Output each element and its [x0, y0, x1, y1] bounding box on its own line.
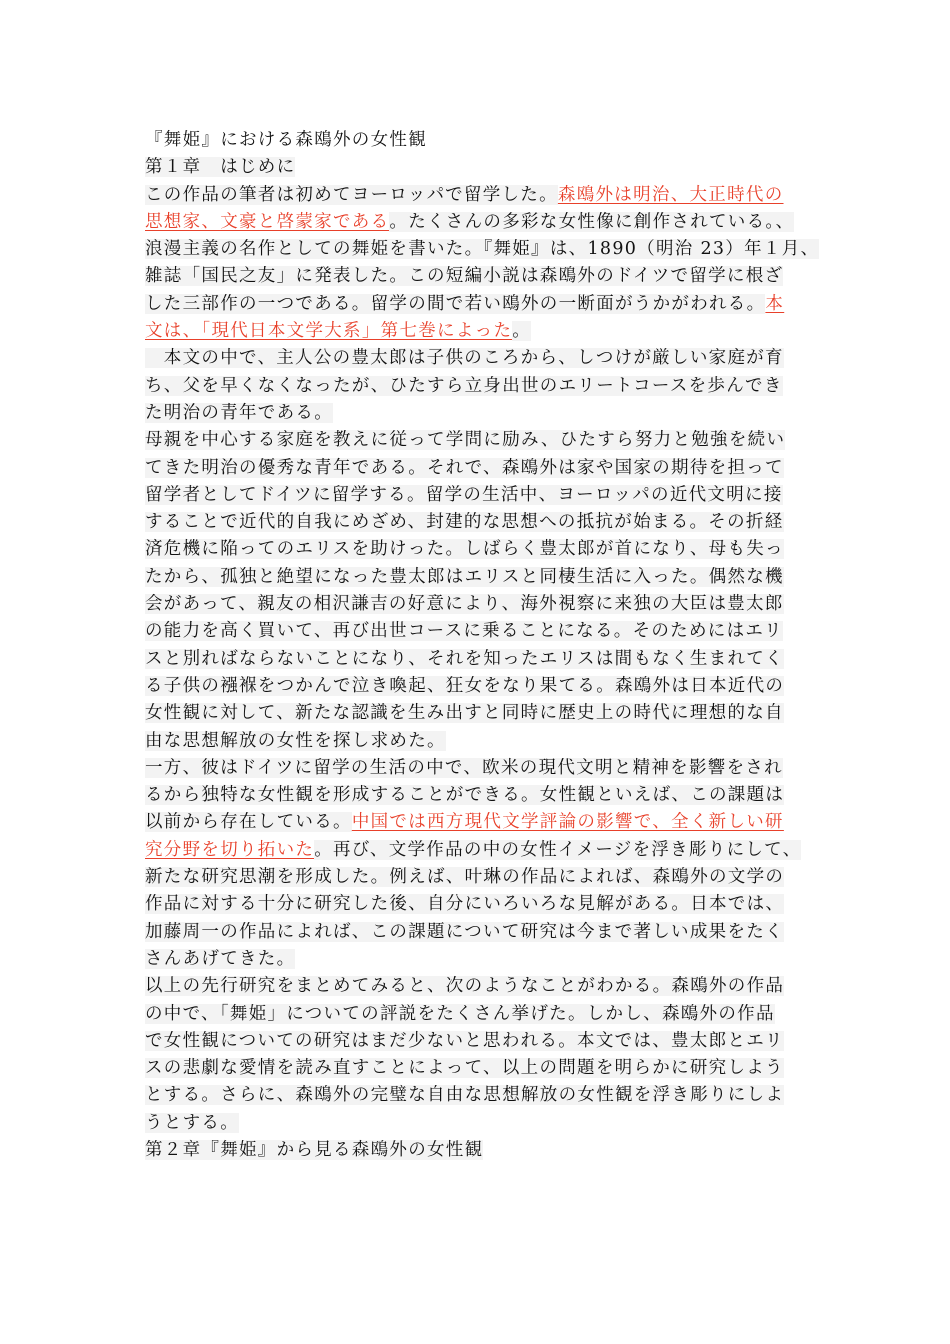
text-run: てきた明治の優秀な青年である。それで、森鴎外は家や国家の期待を担って [145, 457, 784, 478]
text-run: 新たな研究思潮を形成した。例えば、叶琳の作品によれば、森鴎外の文学の [145, 867, 785, 888]
paragraph-3-line-1 [145, 427, 820, 454]
text-run: 雑誌「国民之友」に発表した。この短編小説は森鴎外のドイツで留学に根ざ [145, 266, 784, 287]
text-run: 母親を中心する家庭を教えに従って学問に励み、ひたすら努力と勉強を続い [145, 430, 786, 451]
paragraph-4-line-7 [145, 919, 820, 946]
text-run: 。再び、文学作品の中の女性イメージを浮き彫りにして、 [314, 839, 802, 860]
highlighted-text: 森鴎外は明治、大正時代の [557, 184, 784, 205]
text-run: 加藤周一の作品によれば、この課題について研究は今まで著しい成果をたく [145, 921, 784, 942]
text-run: とする。さらに、森鴎外の完璧な自由な思想解放の女性観を浮き彫りにしよ [145, 1085, 785, 1106]
chapter-1-heading [145, 154, 820, 181]
text-run: 留学者としてドイツに留学する。留学の生活中、ヨーロッパの近代文明に接 [145, 484, 783, 505]
paragraph-1-line-3 [145, 236, 820, 263]
paragraph-3-line-8 [145, 618, 820, 645]
paragraph-1-line-1 [145, 182, 820, 209]
text-run: 。 [512, 321, 532, 342]
text-run: した三部作の一つである。留学の間で若い鴎外の一断面がうかがわれる。 [145, 293, 766, 314]
text-run: ち、父を早くなくなったが、ひたすら立身出世のエリートコースを歩んでき [145, 375, 783, 396]
paragraph-4-line-8 [145, 946, 820, 973]
text-run: た明治の青年である。 [145, 402, 333, 423]
text-run: この作品の筆者は初めてヨーロッパで留学した。 [145, 184, 558, 205]
paragraph-3-line-6 [145, 564, 820, 591]
text-run: 。たくさんの多彩な女性像に創作されている。、 [389, 211, 795, 232]
paragraph-2-line-3 [145, 400, 820, 427]
paragraph-3-line-9 [145, 646, 820, 673]
paragraph-5-line-5 [145, 1082, 820, 1109]
paragraph-4-line-3 [145, 809, 820, 836]
document-page [145, 127, 820, 1164]
text-run: 浪漫主義の名作としての舞姫を書いた。『舞姫』は、1890（明治 23）年１月、 [145, 239, 820, 260]
highlighted-text: 文は、「現代日本文学大系」第七巻によった [145, 321, 513, 342]
paragraph-5-line-2 [145, 1001, 820, 1028]
text-run: 一方、彼はドイツに留学の生活の中で、欧米の現代文明と精神を影響をされ [145, 757, 783, 778]
text-run: することで近代的自我にめざめ、封建的な思想への抵抗が始まる。その折経 [145, 512, 784, 533]
text-run: 済危機に陥ってのエリスを助けった。しばらく豊太郎が首になり、母も失っ [145, 539, 784, 560]
document-title [145, 127, 820, 154]
paragraph-3-line-2 [145, 455, 820, 482]
paragraph-1-line-4 [145, 263, 820, 290]
paragraph-3-line-10 [145, 673, 820, 700]
paragraph-3-line-7 [145, 591, 820, 618]
paragraph-3-line-4 [145, 509, 820, 536]
text-run: 作品に対する十分に研究した後、自分にいろいろな見解がある。日本では、 [145, 894, 785, 915]
text-run: たから、孤独と絶望になった豊太郎はエリスと同棲生活に入った。偶然な機 [145, 566, 784, 587]
paragraph-2-line-2 [145, 373, 820, 400]
highlighted-text: 本 [765, 293, 785, 314]
paragraph-4-line-4 [145, 837, 820, 864]
text-run: るから独特な女性観を形成することができる。女性観といえば、この課題は [145, 785, 785, 806]
paragraph-1-line-2 [145, 209, 820, 236]
text-run: スの悲劇な愛情を読み直すことによって、以上の問題を明らかに研究しよう [145, 1058, 784, 1079]
paragraph-3-line-11 [145, 700, 820, 727]
paragraph-5-line-4 [145, 1055, 820, 1082]
paragraph-5-line-6 [145, 1110, 820, 1137]
text-run: 会があって、親友の相沢謙吉の好意により、海外視察に来独の大臣は豊太郎 [145, 594, 784, 615]
text-run: スと別ればならないことになり、それを知ったエリスは間もなく生まれてく [145, 648, 784, 669]
text-run: 以上の先行研究をまとめてみると、次のようなことがわかる。森鴎外の作品 [145, 976, 785, 997]
chapter-2-heading [145, 1137, 820, 1164]
chapter-2-heading-text: 第２章『舞姫』から見る森鴎外の女性観 [145, 1139, 484, 1160]
highlighted-text: 中国では西方現代文学評論の影響で、全く新しい研 [351, 812, 784, 833]
text-run: の中で、「舞姫」についての評説をたくさん挙げた。しかし、森鴎外の作品 [145, 1003, 775, 1024]
text-run: る子供の襁褓をつかんで泣き喚起、狂女をなり果てる。森鴎外は日本近代の [145, 675, 785, 696]
title-text: 『舞姫』における森鴎外の女性観 [145, 130, 427, 150]
paragraph-5-line-3 [145, 1028, 820, 1055]
text-run: で女性観についての研究はまだ少ないと思われる。本文では、豊太郎とエリ [145, 1030, 784, 1051]
paragraph-4-line-5 [145, 864, 820, 891]
text-run: うとする。 [145, 1112, 239, 1133]
text-run: 女性観に対して、新たな認識を生み出すと同時に歴史上の時代に理想的な自 [145, 703, 784, 724]
paragraph-4-line-1 [145, 755, 820, 782]
highlighted-text: 究分野を切り拓いた [145, 839, 315, 860]
text-run: さんあげてきた。 [145, 948, 296, 969]
text-run: 以前から存在している。 [145, 812, 352, 833]
paragraph-1-line-6 [145, 318, 820, 345]
paragraph-4-line-6 [145, 891, 820, 918]
paragraph-2-line-1 [145, 345, 820, 372]
paragraph-3-line-5 [145, 536, 820, 563]
text-run: の能力を高く買いて、再び出世コースに乗ることになる。そのためにはエリ [145, 621, 783, 642]
paragraph-3-line-3 [145, 482, 820, 509]
chapter-1-heading-text: 第１章 はじめに [145, 157, 296, 178]
text-run: 由な思想解放の女性を探し求めた。 [145, 730, 446, 751]
paragraph-4-line-2 [145, 782, 820, 809]
highlighted-text: 思想家、文豪と啓蒙家である [145, 211, 390, 232]
paragraph-5-line-1 [145, 973, 820, 1000]
text-run: 本文の中で、主人公の豊太郎は子供のころから、しつけが厳しい家庭が育 [145, 348, 784, 369]
paragraph-3-line-12 [145, 728, 820, 755]
paragraph-1-line-5 [145, 291, 820, 318]
